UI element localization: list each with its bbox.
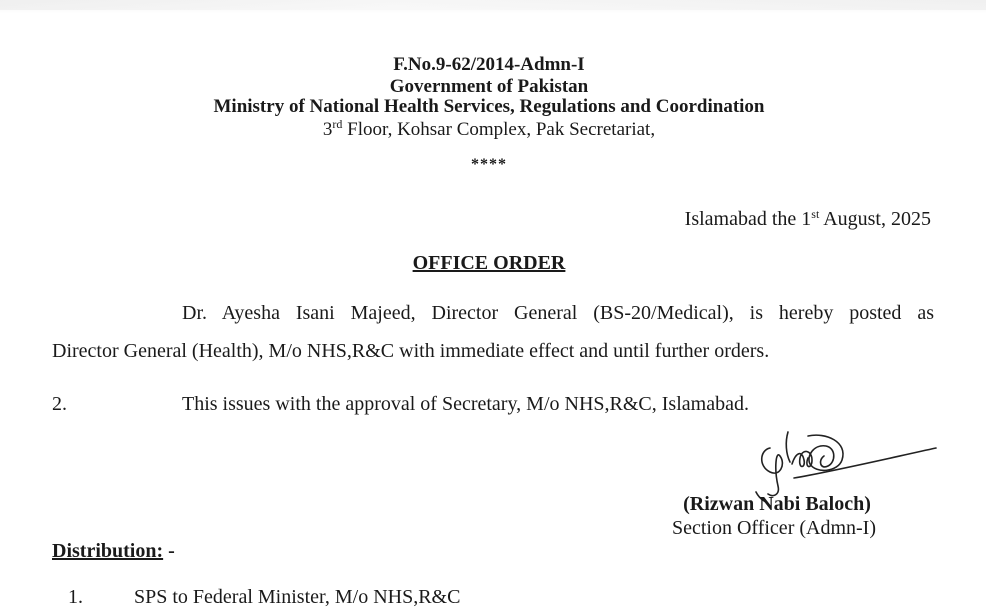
separator-stars: **** (471, 156, 507, 173)
paragraph-2-number: 2. (52, 393, 67, 415)
date-prefix: Islamabad the 1 (684, 208, 812, 230)
address-rest: Floor, Kohsar Complex, Pak Secretariat, (342, 119, 656, 140)
distribution-item-number: 1. (68, 586, 83, 608)
distribution-heading-suffix: - (163, 540, 175, 562)
paragraph-2-text: This issues with the approval of Secretary, M/o NHS,R&C, Islamabad. (182, 393, 749, 415)
signatory-designation: Section Officer (Admn-I) (671, 517, 876, 539)
address-floor-suffix: rd (332, 117, 343, 131)
signatory-name: (Rizwan Nabi Baloch) (683, 493, 871, 515)
government-name: Government of Pakistan (389, 76, 589, 97)
distribution-item-text: SPS to Federal Minister, M/o NHS,R&C (134, 586, 461, 608)
address-floor: 3 (322, 119, 333, 140)
office-address (0, 117, 978, 140)
file-number: F.No.9-62/2014-Admn-I (393, 54, 585, 75)
ministry-name: Ministry of National Health Services, Regulations and Coordination (213, 96, 765, 117)
distribution-heading (52, 541, 175, 561)
paragraph-1-line-2: Director General (Health), M/o NHS,R&C with immediate effect and until further orders. (52, 340, 770, 362)
distribution-heading-label: Distribution: (52, 540, 164, 562)
date-suffix: st (811, 207, 820, 221)
issue-date (685, 209, 931, 229)
order-title: OFFICE ORDER (412, 252, 566, 274)
scan-shadow (0, 0, 986, 10)
paragraph-1-line-1: Dr. Ayesha Isani Majeed, Director General (BS-20/Medical), is hereby posted as (182, 302, 934, 324)
date-rest: August, 2025 (819, 208, 931, 230)
